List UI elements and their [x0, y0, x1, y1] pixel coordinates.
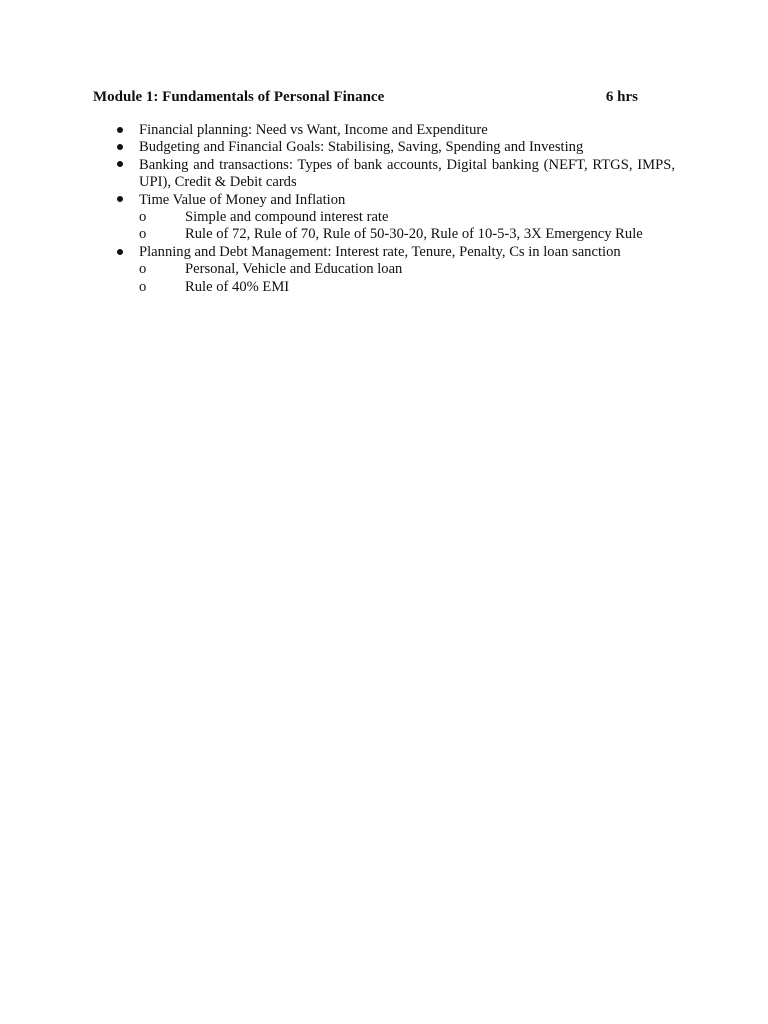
subtopic-item: [139, 279, 675, 296]
subtopic-text: Simple and compound interest rate: [185, 209, 389, 226]
topic-text: Banking and transactions: Types of bank accounts, Digital banking (NEFT, RTGS, IMPS, UPI), Credit & Debit cards: [139, 156, 675, 191]
bullet-icon: [113, 157, 127, 174]
topic-item: [93, 244, 675, 296]
bullet-icon: [113, 122, 127, 139]
circle-bullet-icon: o: [139, 226, 147, 243]
bullet-icon: [113, 192, 127, 209]
bullet-icon: [113, 244, 127, 261]
circle-bullet-icon: o: [139, 261, 147, 278]
module-title: Module 1: Fundamentals of Personal Finance: [93, 89, 385, 105]
topic-list: [93, 122, 675, 296]
subtopic-text: Rule of 40% EMI: [185, 278, 290, 295]
topic-text: Budgeting and Financial Goals: Stabilising, Saving, Spending and Investing: [139, 139, 584, 156]
module-hours: 6 hrs: [605, 89, 638, 105]
subtopic-item: [139, 226, 675, 243]
topic-item: [93, 122, 675, 139]
circle-bullet-icon: o: [139, 209, 147, 226]
topic-text: Planning and Debt Management: Interest rate, Tenure, Penalty, Cs in loan sanction: [139, 243, 621, 260]
subtopic-item: [139, 209, 675, 226]
subtopic-text: Rule of 72, Rule of 70, Rule of 50-30-20, Rule of 10-5-3, 3X Emergency Rule: [185, 226, 643, 243]
topic-item: [93, 157, 675, 192]
topic-text: Financial planning: Need vs Want, Income and Expenditure: [139, 122, 488, 138]
bullet-icon: [113, 139, 127, 156]
subtopic-text: Personal, Vehicle and Education loan: [185, 261, 403, 278]
topic-item: [93, 192, 675, 244]
circle-bullet-icon: o: [139, 278, 147, 295]
topic-text: Time Value of Money and Inflation: [139, 191, 346, 208]
module-heading: [93, 87, 638, 107]
topic-item: [93, 139, 675, 156]
subtopic-item: [139, 261, 675, 278]
